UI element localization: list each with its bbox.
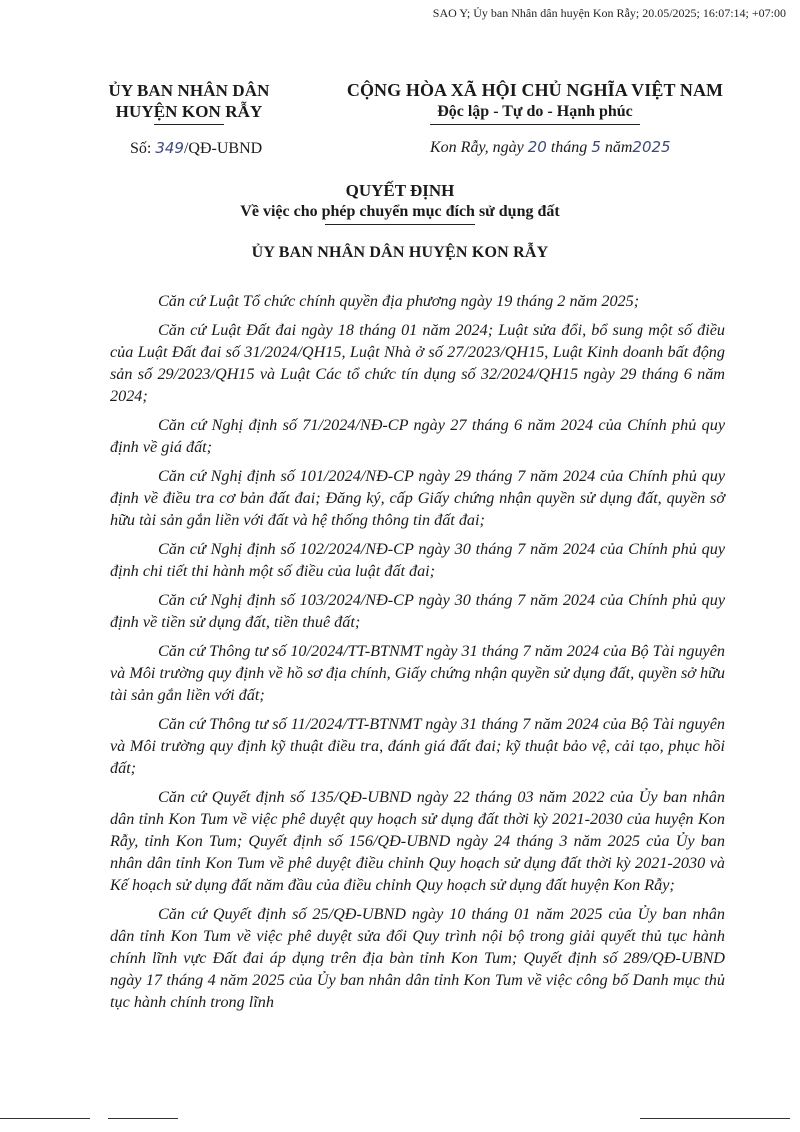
handwritten-number: 349 <box>155 139 184 157</box>
legal-basis-paragraph: Căn cứ Thông tư số 11/2024/TT-BTNMT ngày 31 tháng 7 năm 2024 của Bộ Tài nguyên và Môi trường quy định kỹ thuật điều tra, đánh giá đất đai; kỹ thuật bảo vệ, cải tạo, phục hồi đất; <box>110 715 725 777</box>
handwritten-day: 20 <box>527 138 547 156</box>
handwritten-year: 2025 <box>632 138 671 156</box>
issuer-heading: ỦY BAN NHÂN DÂN HUYỆN KON RẪY <box>251 244 549 261</box>
document-number <box>130 139 262 158</box>
bottom-rule-segment <box>640 1118 790 1119</box>
bottom-rule-segment <box>0 1118 90 1119</box>
national-motto: Độc lập - Tự do - Hạnh phúc <box>437 103 633 120</box>
document-date <box>430 138 671 157</box>
legal-basis-paragraph: Căn cứ Nghị định số 71/2024/NĐ-CP ngày 27 tháng 6 năm 2024 của Chính phủ quy định về giá đất; <box>110 416 725 456</box>
legal-basis-paragraph: Căn cứ Thông tư số 10/2024/TT-BTNMT ngày 31 tháng 7 năm 2024 của Bộ Tài nguyên và Môi trường quy định về hồ sơ địa chính, Giấy chứng nhận quyền sử dụng đất, quyền sở hữu tài sản gắn liền với đất; <box>110 642 725 704</box>
digital-copy-stamp: SAO Y; Ủy ban Nhân dân huyện Kon Rẫy; 20.05/2025; 16:07:14; +07:00 <box>432 6 786 20</box>
subject-underline <box>325 224 475 225</box>
issuing-authority-header <box>104 80 274 125</box>
number-prefix: Số: <box>130 140 152 157</box>
page-bottom-rule <box>0 1118 800 1121</box>
authority-line-1: ỦY BAN NHÂN DÂN <box>108 81 270 100</box>
handwritten-month: 5 <box>591 138 601 156</box>
legal-basis-paragraph: Căn cứ Luật Đất đai ngày 18 tháng 01 năm 2024; Luật sửa đổi, bổ sung một số điều của Luật Đất đai số 31/2024/QH15, Luật Nhà ở số 27/2023/QH15, Luật Kinh doanh bất động sản số 29/2023/QH15 và Luật Các tổ chức tín dụng số 32/2024/QH15 ngày 29 tháng 6 năm 2024; <box>110 321 725 405</box>
legal-basis-paragraph: Căn cứ Quyết định số 25/QĐ-UBND ngày 10 tháng 01 năm 2025 của Ủy ban nhân dân tỉnh Kon Tum về việc phê duyệt sửa đổi Quy trình nội bộ trong giải quyết thủ tục hành chính lĩnh vực Đất đai áp dụng trên địa bàn tỉnh Kon Tum; Quyết định số 289/QĐ-UBND ngày 17 tháng 4 năm 2025 của Ủy ban nhân dân tỉnh Kon Tum về việc công bố Danh mục thủ tục hành chính trong lĩnh <box>110 905 725 1011</box>
decision-title-block <box>0 180 800 225</box>
legal-basis-paragraph: Căn cứ Nghị định số 103/2024/NĐ-CP ngày 30 tháng 7 năm 2024 của Chính phủ quy định về tiền sử dụng đất, tiền thuê đất; <box>110 591 725 631</box>
date-place: Kon Rẫy, ngày <box>430 139 524 156</box>
decision-subject: Về việc cho phép chuyển mục đích sử dụng đất <box>240 203 560 220</box>
legal-basis-paragraph: Căn cứ Quyết định số 135/QĐ-UBND ngày 22 tháng 03 năm 2022 của Ủy ban nhân dân tỉnh Kon Tum về việc phê duyệt quy hoạch sử dụng đất thời kỳ 2021-2030 của huyện Kon Rẫy, tỉnh Kon Tum; Quyết định số 156/QĐ-UBND ngày 24 tháng 3 năm 2025 của Ủy ban nhân dân tỉnh Kon Tum về phê duyệt điều chỉnh Quy hoạch sử dụng đất thời kỳ 2021-2030 và Kế hoạch sử dụng đất năm đầu của điều chỉnh Quy hoạch sử dụng đất huyện Kon Rẫy; <box>110 788 725 894</box>
date-month-label: tháng <box>550 139 588 156</box>
legal-basis-paragraph: Căn cứ Luật Tổ chức chính quyền địa phương ngày 19 tháng 2 năm 2025; <box>158 292 640 310</box>
authority-line-2: HUYỆN KON RẪY <box>115 102 263 121</box>
authority-underline <box>154 124 224 125</box>
date-year-label: năm <box>604 139 633 156</box>
legal-basis-paragraph: Căn cứ Nghị định số 102/2024/NĐ-CP ngày 30 tháng 7 năm 2024 của Chính phủ quy định chi tiết thi hành một số điều của luật đất đai; <box>110 540 725 580</box>
national-motto-header <box>330 80 740 125</box>
decision-title: QUYẾT ĐỊNH <box>345 181 455 200</box>
bottom-rule-segment <box>108 1118 178 1119</box>
legal-basis-paragraph: Căn cứ Nghị định số 101/2024/NĐ-CP ngày 29 tháng 7 năm 2024 của Chính phủ quy định về điều tra cơ bản đất đai; Đăng ký, cấp Giấy chứng nhận quyền sử dụng đất, quyền sở hữu tài sản gắn liền với đất và hệ thống thông tin đất đai; <box>110 467 725 529</box>
country-name: CỘNG HÒA XÃ HỘI CHỦ NGHĨA VIỆT NAM <box>346 80 724 100</box>
number-suffix: /QĐ-UBND <box>183 140 263 157</box>
motto-underline <box>430 124 640 125</box>
legal-basis-body <box>110 290 725 1020</box>
